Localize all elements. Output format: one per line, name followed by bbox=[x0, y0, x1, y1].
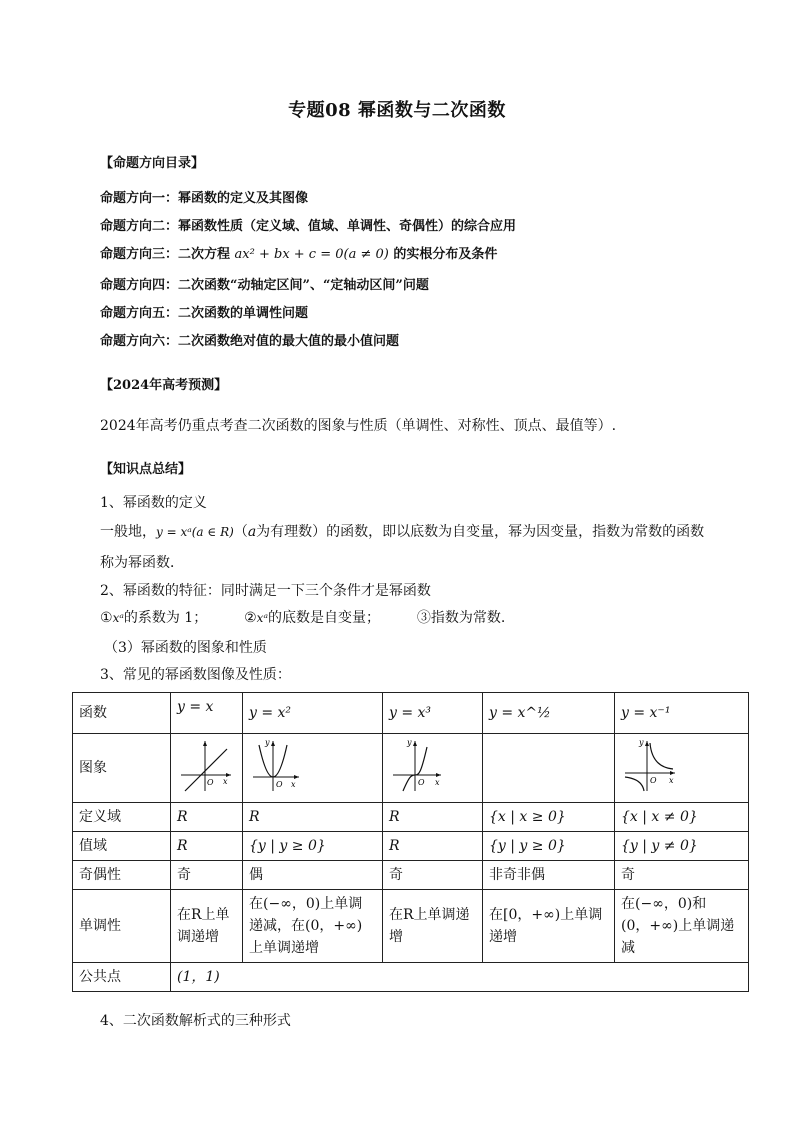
table-cell: R bbox=[383, 803, 483, 832]
def-line-2: 称为幂函数． bbox=[100, 555, 184, 571]
table-row-monotonicity bbox=[73, 890, 749, 963]
graph-x-label: x bbox=[435, 778, 440, 787]
def-alpha: a bbox=[247, 524, 257, 540]
graph-x-label: x bbox=[291, 780, 296, 789]
graph-origin-label: O bbox=[276, 780, 283, 789]
table-cell: 在R上单调递增 bbox=[171, 890, 243, 963]
table-cell: y = x bbox=[171, 693, 243, 734]
graph-y-eq-x bbox=[171, 734, 243, 803]
toc-item-6: 命题方向六：二次函数绝对值的最大值的最小值问题 bbox=[100, 334, 400, 349]
toc-heading: 【命题方向目录】 bbox=[100, 156, 205, 171]
cond-1-text: 的系数为 1； bbox=[123, 610, 208, 626]
table-cell: y = x³ bbox=[383, 693, 483, 734]
table-cell: {y | y ≠ 0} bbox=[615, 832, 749, 861]
toc-item-1: 命题方向一：幂函数的定义及其图像 bbox=[100, 191, 309, 206]
toc-item-3-suffix: 的实根分布及条件 bbox=[393, 247, 498, 262]
table-row-common-point bbox=[73, 963, 749, 992]
toc-item-3 bbox=[100, 243, 497, 262]
def-line-1 bbox=[100, 521, 760, 541]
graph-y-eq-inv-x bbox=[615, 734, 749, 803]
def-text-a: 一般地， bbox=[100, 524, 156, 540]
table-cell: 图象 bbox=[73, 734, 171, 803]
table-cell: R bbox=[171, 803, 243, 832]
table-cell: 奇 bbox=[615, 861, 749, 890]
page-title: 专题08 幂函数与二次函数 bbox=[288, 100, 506, 121]
table-cell: {x | x ≥ 0} bbox=[483, 803, 615, 832]
graph-y-label: y bbox=[407, 738, 412, 747]
graph-y-label: y bbox=[265, 738, 270, 747]
cond-2-text: 的底数是自变量； bbox=[267, 610, 380, 626]
table-cell: (1，1) bbox=[171, 963, 749, 992]
cond-3-text: ③指数为常数. bbox=[416, 610, 506, 626]
table-cell: {y | y ≥ 0} bbox=[243, 832, 383, 861]
table-cell: 在[0，+∞)上单调递增 bbox=[483, 890, 615, 963]
graph-x-label: x bbox=[223, 777, 228, 786]
quadratic-forms-title: 4、二次函数解析式的三种形式 bbox=[100, 1013, 291, 1029]
forecast-heading: 【2024年高考预测】 bbox=[100, 378, 228, 393]
toc-item-4: 命题方向四：二次函数“动轴定区间”、“定轴动区间”问题 bbox=[100, 278, 429, 293]
toc-item-2: 命题方向二：幂函数性质（定义域、值域、单调性、奇偶性）的综合应用 bbox=[100, 219, 517, 234]
table-cell: {x | x ≠ 0} bbox=[615, 803, 749, 832]
cond-1-mark: ① bbox=[100, 610, 113, 626]
table-cell: y = x² bbox=[243, 693, 383, 734]
table-cell: 在(−∞，0)上单调递减，在(0，+∞)上单调递增 bbox=[243, 890, 383, 963]
table-cell: 单调性 bbox=[73, 890, 171, 963]
def-formula: y = xᵃ(a ∈ R) bbox=[156, 525, 234, 539]
graph-y-eq-x2 bbox=[243, 734, 383, 803]
table-cell: 奇偶性 bbox=[73, 861, 171, 890]
table-cell: 函数 bbox=[73, 693, 171, 734]
summary-heading: 【知识点总结】 bbox=[100, 462, 192, 477]
table-cell: y = x⁻¹ bbox=[615, 693, 749, 734]
table-row-graph bbox=[73, 734, 749, 803]
forecast-text: 2024年高考仍重点考查二次函数的图象与性质（单调性、对称性、顶点、最值等）. bbox=[100, 418, 617, 434]
cond-2-xa: xᵃ bbox=[256, 611, 268, 625]
cond-2-mark: ② bbox=[244, 610, 257, 626]
graph-origin-label: O bbox=[650, 776, 657, 785]
def-text-c: 为有理数）的函数，即以底数为自变量，幂为因变量，指数为常数的函数 bbox=[256, 524, 705, 540]
feature-title: 2、幂函数的特征：同时满足一下三个条件才是幂函数 bbox=[100, 583, 431, 599]
toc-item-3-label: 命题方向三：二次方程 bbox=[100, 247, 231, 262]
table-cell: 奇 bbox=[383, 861, 483, 890]
table-cell: R bbox=[171, 832, 243, 861]
def-title: 1、幂函数的定义 bbox=[100, 495, 207, 511]
table-row-parity bbox=[73, 861, 749, 890]
table-cell: 值域 bbox=[73, 832, 171, 861]
table-cell: R bbox=[243, 803, 383, 832]
table-cell: R bbox=[383, 832, 483, 861]
table-cell: 偶 bbox=[243, 861, 383, 890]
table-cell: 公共点 bbox=[73, 963, 171, 992]
table-row-domain bbox=[73, 803, 749, 832]
table-cell: 奇 bbox=[171, 861, 243, 890]
graph-prop-title: （3）幂函数的图象和性质 bbox=[104, 640, 267, 656]
table-row-range bbox=[73, 832, 749, 861]
table-cell: 在(−∞，0)和(0，+∞)上单调递减 bbox=[615, 890, 749, 963]
feature-conditions bbox=[100, 607, 740, 627]
table-cell: y = x^½ bbox=[483, 693, 615, 734]
graph-x-label: x bbox=[669, 776, 674, 785]
toc-item-5: 命题方向五：二次函数的单调性问题 bbox=[100, 306, 309, 321]
power-function-table bbox=[72, 692, 749, 992]
def-text-b: （ bbox=[233, 524, 248, 540]
table-cell: 定义域 bbox=[73, 803, 171, 832]
table-cell: {y | y ≥ 0} bbox=[483, 832, 615, 861]
graph-origin-label: O bbox=[207, 778, 214, 787]
graph-y-eq-x3 bbox=[383, 734, 483, 803]
table-cell: 非奇非偶 bbox=[483, 861, 615, 890]
table-cell: 在R上单调递增 bbox=[383, 890, 483, 963]
cond-1-xa: xᵃ bbox=[112, 611, 124, 625]
graph-origin-label: O bbox=[418, 778, 425, 787]
graph-y-eq-sqrt-x bbox=[483, 734, 615, 803]
table-row-header bbox=[73, 693, 749, 734]
graph-y-label: y bbox=[639, 738, 644, 747]
common-funcs-title: 3、常见的幂函数图像及性质： bbox=[100, 667, 291, 683]
toc-item-3-formula: ax² + bx + c = 0(a ≠ 0) bbox=[234, 247, 389, 262]
